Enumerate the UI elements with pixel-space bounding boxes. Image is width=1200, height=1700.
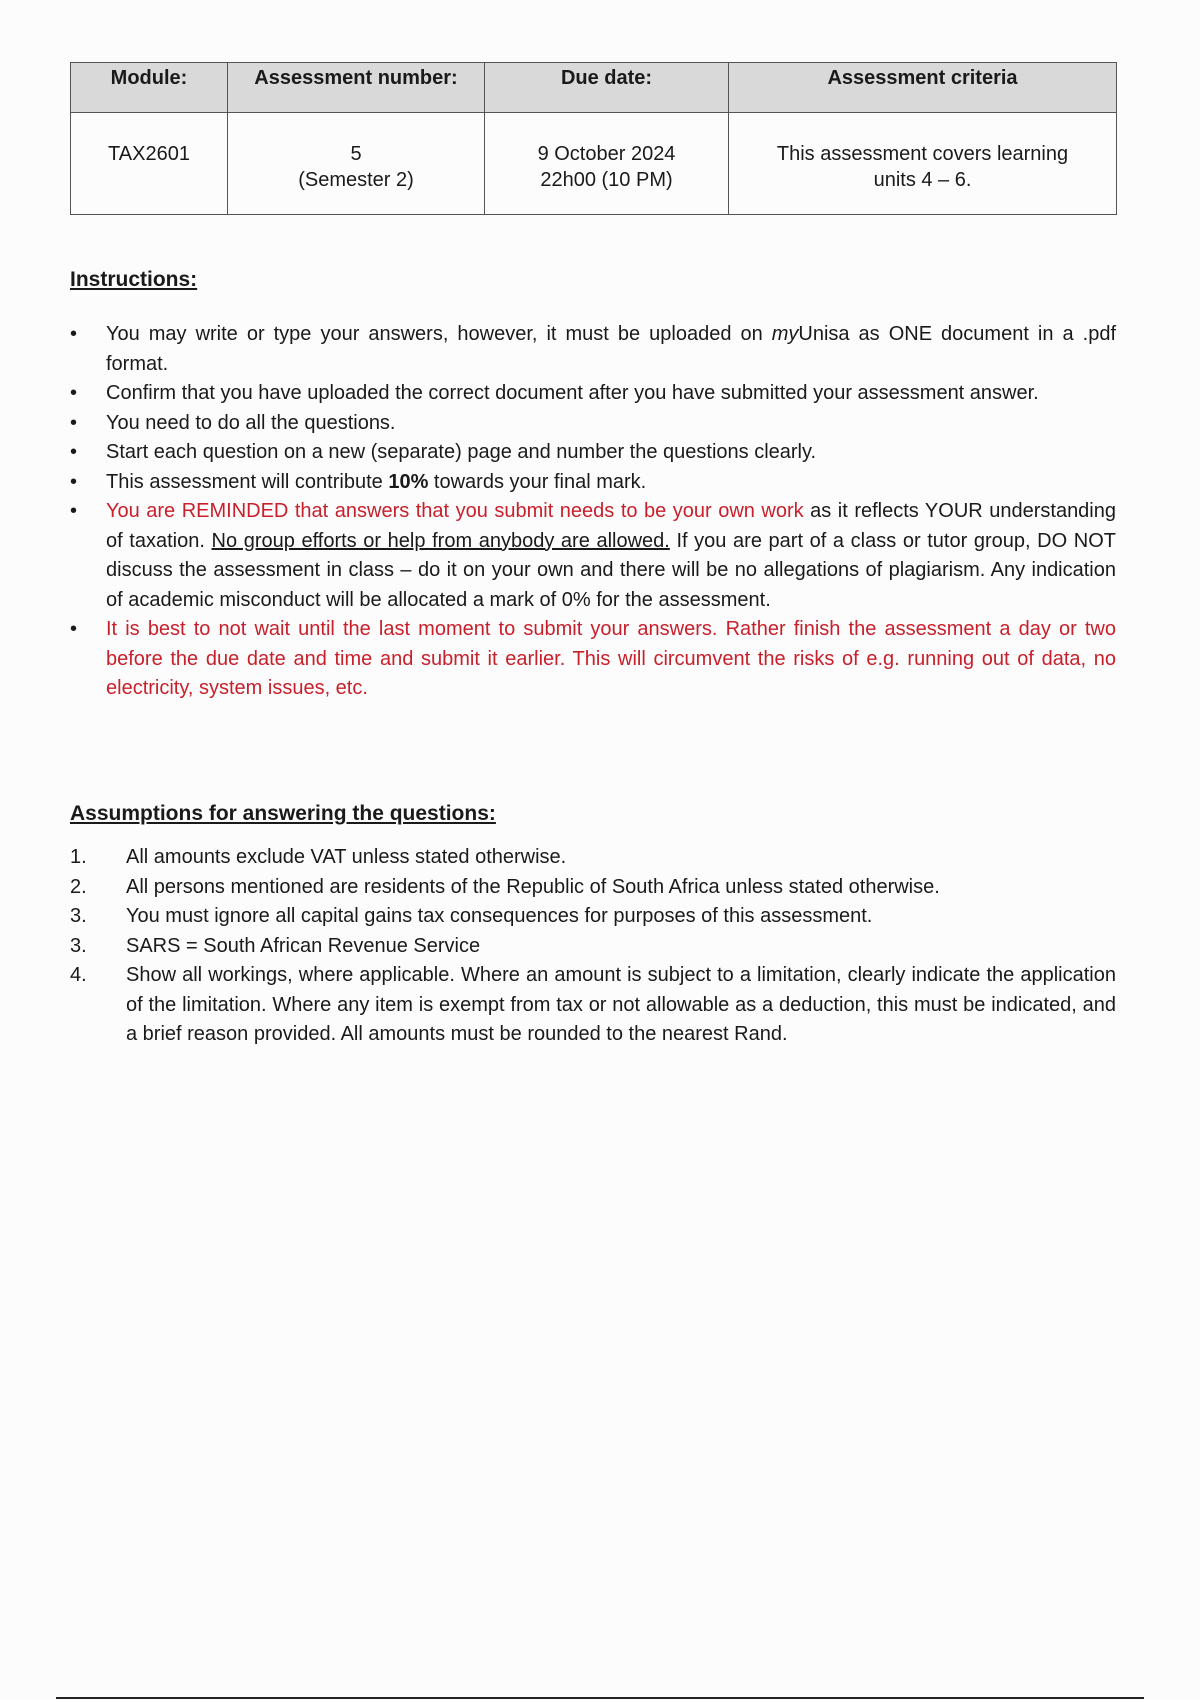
table-row bbox=[71, 113, 1117, 215]
bullet: • bbox=[70, 470, 78, 493]
list-item: • You may write or type your answers, however, it must be uploaded on myUnisa as ONE document in a .pdf format. bbox=[70, 320, 1116, 379]
due-date: 9 October 2024 bbox=[537, 143, 676, 165]
weight-percent: 10% bbox=[388, 470, 429, 493]
header-due-date: Due date: bbox=[485, 63, 729, 113]
instructions-list bbox=[70, 320, 1116, 704]
list-item: • You need to do all the questions. bbox=[70, 409, 1116, 439]
header-module: Module: bbox=[71, 63, 228, 113]
cell-module bbox=[71, 113, 228, 215]
header-assessment-criteria: Assessment criteria bbox=[729, 63, 1117, 113]
item-number: 2. bbox=[70, 875, 87, 898]
list-item: 1. All amounts exclude VAT unless stated otherwise. bbox=[70, 843, 1116, 873]
criteria-line-2: units 4 – 6. bbox=[873, 169, 972, 191]
list-item: 4. Show all workings, where applicable. Where an amount is subject to a limitation, clearly indicate the application of the limitation. Where any item is exempt from tax or not allowable as a deduction, this must be indicated, and a brief reason provided. All amounts must be rounded to the nearest Rand. bbox=[70, 961, 1116, 1050]
list-item bbox=[70, 615, 1116, 704]
my-unisa-prefix: my bbox=[771, 323, 799, 345]
assessment-info-table bbox=[70, 62, 1117, 215]
bullet: • bbox=[70, 411, 78, 434]
assessment-number: 5 bbox=[350, 143, 362, 165]
item-number: 4. bbox=[70, 964, 87, 986]
list-item: • This assessment will contribute 10% towards your final mark. bbox=[70, 468, 1116, 498]
bullet: • bbox=[70, 500, 78, 522]
list-item: 3. SARS = South African Revenue Service bbox=[70, 932, 1116, 962]
reminder-warning: You are REMINDED that answers that you submit needs to be your own work bbox=[106, 500, 804, 522]
semester: (Semester 2) bbox=[298, 169, 414, 191]
bullet: • bbox=[70, 441, 78, 463]
assumptions-heading: Assumptions for answering the questions: bbox=[70, 802, 496, 825]
list-item: • Confirm that you have uploaded the correct document after you have submitted your assessment answer. bbox=[70, 379, 1116, 409]
table-header-row bbox=[71, 63, 1117, 113]
bullet: • bbox=[70, 323, 78, 345]
criteria-line-1: This assessment covers learning bbox=[776, 143, 1069, 165]
list-item: • Start each question on a new (separate) page and number the questions clearly. bbox=[70, 438, 1116, 468]
item-number: 1. bbox=[70, 846, 87, 868]
due-time: 22h00 (10 PM) bbox=[540, 169, 673, 191]
assessment-page bbox=[70, 62, 1117, 1045]
assumptions-list bbox=[70, 843, 1116, 1050]
cell-due-date bbox=[485, 113, 729, 215]
bullet: • bbox=[70, 618, 78, 640]
header-assessment-number: Assessment number: bbox=[228, 63, 485, 113]
footer-divider bbox=[56, 1697, 1144, 1699]
list-item: 3. You must ignore all capital gains tax consequences for purposes of this assessment. bbox=[70, 902, 1116, 932]
item-number: 3. bbox=[70, 905, 87, 927]
no-group-efforts-notice: No group efforts or help from anybody are allowed. bbox=[211, 529, 670, 552]
module-code: TAX2601 bbox=[108, 143, 190, 165]
submit-early-warning: It is best to not wait until the last moment to submit your answers. Rather finish the assessment a day or two before the due date and time and submit it earlier. This will circumvent the risks of e.g. running out of data, no electricity, system issues, etc. bbox=[106, 618, 1116, 699]
cell-assessment-criteria bbox=[729, 113, 1117, 215]
instructions-heading: Instructions: bbox=[70, 268, 198, 291]
item-number: 3. bbox=[70, 934, 87, 957]
cell-assessment-number bbox=[228, 113, 485, 215]
bullet: • bbox=[70, 382, 78, 404]
list-item: 2. All persons mentioned are residents of the Republic of South Africa unless stated otherwise. bbox=[70, 873, 1116, 903]
list-item: • You are REMINDED that answers that you submit needs to be your own work as it reflects YOUR understanding of taxation. No group efforts or help from anybody are allowed. If you are part of a class or tutor group, DO NOT discuss the assessment in class – do it on your own and there will be no allegations of plagiarism. Any indication of academic misconduct will be allocated a mark of 0% for the assessment. bbox=[70, 497, 1116, 615]
